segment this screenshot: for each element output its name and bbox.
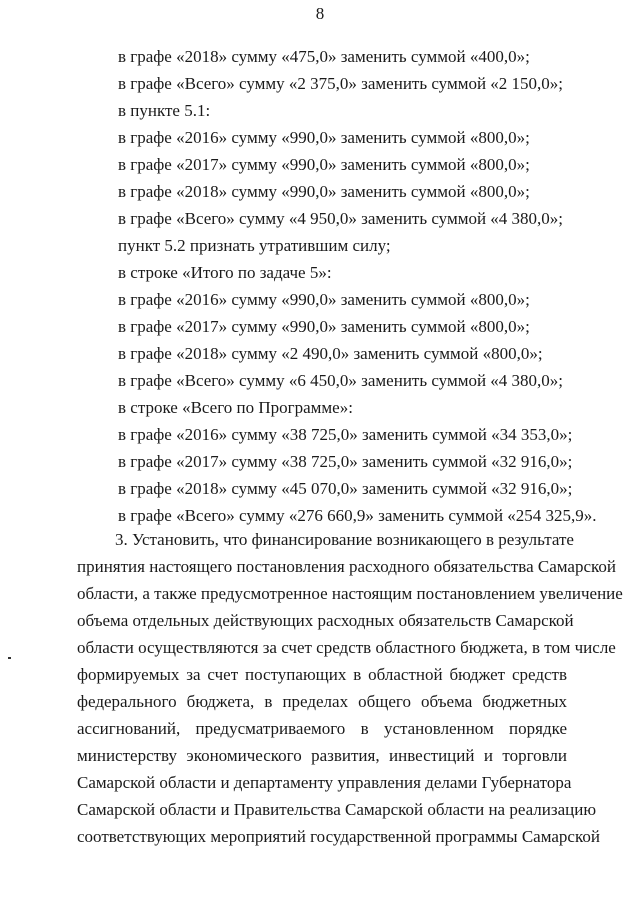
amendment-line: в строке «Итого по задаче 5»: [118, 263, 332, 282]
paragraph-line: формируемых за счет поступающих в областной бюджет средств [77, 665, 567, 684]
amendment-line: в графе «2018» сумму «475,0» заменить суммой «400,0»; [118, 47, 530, 66]
amendment-line: в графе «2016» сумму «38 725,0» заменить суммой «34 353,0»; [118, 425, 573, 444]
amendment-line: в графе «Всего» сумму «2 375,0» заменить суммой «2 150,0»; [118, 74, 564, 93]
amendment-line: в графе «Всего» сумму «276 660,9» заменить суммой «254 325,9». [118, 506, 597, 525]
amendment-line: в графе «2018» сумму «990,0» заменить суммой «800,0»; [118, 182, 530, 201]
paragraph-line: объема отдельных действующих расходных обязательств Самарской [77, 611, 574, 630]
paragraph-line: министерству экономического развития, инвестиций и торговли [77, 746, 567, 765]
paragraph-line: Самарской области и Правительства Самарской области на реализацию [77, 800, 597, 819]
amendment-line: в строке «Всего по Программе»: [118, 398, 353, 417]
paragraph-line: соответствующих мероприятий государственной программы Самарской [77, 827, 600, 846]
amendment-line: в графе «2017» сумму «38 725,0» заменить суммой «32 916,0»; [118, 452, 573, 471]
page-number: 8 [315, 4, 325, 23]
amendment-line: в графе «2017» сумму «990,0» заменить суммой «800,0»; [118, 155, 530, 174]
amendment-line: в графе «Всего» сумму «6 450,0» заменить суммой «4 380,0»; [118, 371, 564, 390]
amendment-line: пункт 5.2 признать утратившим силу; [118, 236, 391, 255]
paragraph-line: принятия настоящего постановления расходного обязательства Самарской [77, 557, 617, 576]
paragraph-3 [77, 526, 623, 850]
amendment-line: в графе «2016» сумму «990,0» заменить суммой «800,0»; [118, 290, 530, 309]
paragraph-line: 3. Установить, что финансирование возникающего в результате [115, 530, 574, 549]
amendment-line: в графе «Всего» сумму «4 950,0» заменить суммой «4 380,0»; [118, 209, 564, 228]
paragraph-line: федерального бюджета, в пределах общего объема бюджетных [77, 692, 567, 711]
amendment-line: в графе «2016» сумму «990,0» заменить суммой «800,0»; [118, 128, 530, 147]
amendment-line: в графе «2018» сумму «45 070,0» заменить суммой «32 916,0»; [118, 479, 573, 498]
paragraph-line: Самарской области и департаменту управления делами Губернатора [77, 773, 572, 792]
amendment-line: в графе «2018» сумму «2 490,0» заменить суммой «800,0»; [118, 344, 543, 363]
paragraph-line: области, а также предусмотренное настоящим постановлением увеличение [77, 584, 623, 603]
paragraph-line: ассигнований, предусматриваемого в установленном порядке [77, 719, 567, 738]
amendment-line: в графе «2017» сумму «990,0» заменить суммой «800,0»; [118, 317, 530, 336]
amendment-line: в пункте 5.1: [118, 101, 211, 120]
amendment-list [118, 43, 618, 529]
margin-mark [8, 657, 11, 659]
paragraph-line: области осуществляются за счет средств областного бюджета, в том числе [77, 638, 616, 657]
